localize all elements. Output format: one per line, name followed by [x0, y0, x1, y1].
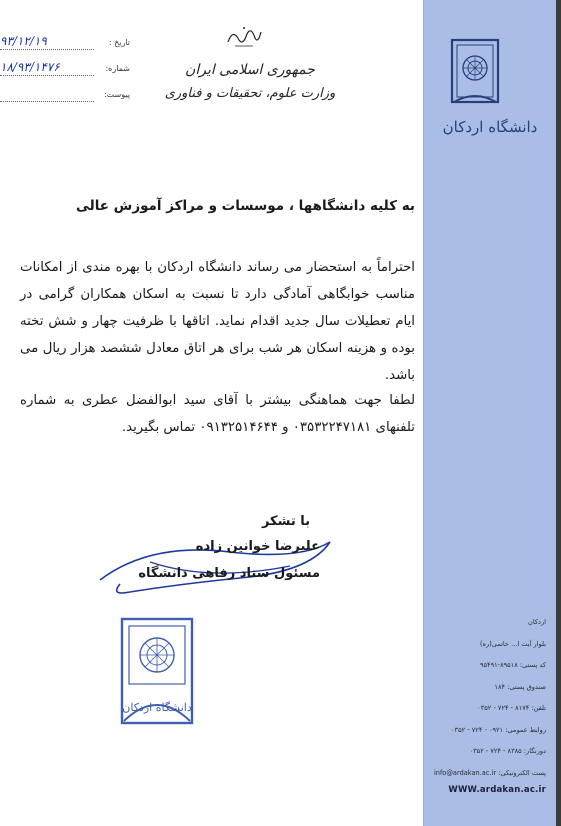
- address-line: صندوق پستی: ۱۸۴: [494, 682, 546, 691]
- stamp-text: دانشگاه اردکان: [122, 701, 192, 714]
- address-line: دورنگار: ۸۳۸۵ - ۷۲۴ - ۰۳۵۲: [469, 747, 546, 755]
- number-value: ۱۸/۹۳/۱۴۷۶: [0, 60, 60, 74]
- signer-title: مسئول ستاد رفاهی دانشگاه: [138, 566, 320, 581]
- contact-paragraph: لطفا جهت هماهنگی بیشتر با آقای سید ابوالفضل عطری به شماره تلفنهای ۰۳۵۳۲۲۴۷۱۸۱ و ۰۹۱۳۲۵۱۴۶۴۴ تماس بگیرید.: [20, 393, 415, 435]
- body-paragraph: احتراماً به استحضار می رساند دانشگاه اردکان با بهره مندی از امکانات مناسب خوابگاهی آمادگی دارد تا نسبت به اسکان همکاران گرامی در ایام تعطیلات سال جدید اقدام نماید. اتاقها با ظرفیت چهار و شش تخته بوده و هزینه اسکان هر شب برای هر اتاق معادل ششصد هزار ریال می باشد.: [20, 260, 415, 383]
- website-link[interactable]: WWW.ardakan.ac.ir: [448, 785, 546, 795]
- date-label: تاریخ :: [108, 38, 130, 47]
- address-line: روابط عمومی: ۰۹۲۱ - ۷۲۴ - ۰۳۵۲: [450, 725, 546, 734]
- handwritten-signature: [90, 522, 350, 602]
- attachment-field: [0, 90, 132, 106]
- address-line: بلوار آیت ا... خاتمی(ره): [479, 639, 546, 648]
- signer-name: علیرضا خوانین زاده: [195, 539, 320, 554]
- address-line: اردکان: [528, 618, 546, 626]
- number-field: [0, 60, 132, 80]
- university-stamp: [118, 615, 196, 730]
- closing-thanks: با تشکر: [261, 514, 310, 529]
- bismillah-emblem-icon: [225, 22, 263, 50]
- date-value: ۹۳/۱۲/۱۹: [0, 34, 47, 48]
- address-line: تلفن: ۸۱۷۴ - ۷۲۴ - ۰۳۵۲: [477, 704, 546, 712]
- university-logo-icon: [450, 38, 500, 108]
- number-label: شماره:: [105, 64, 130, 73]
- recipient-line: به کلیه دانشگاهها ، موسسات و مراکز آموزش عالی: [75, 198, 415, 214]
- date-field: [0, 34, 132, 54]
- address-block: [428, 612, 546, 784]
- address-line: کد پستی: ۸۹۵۱۸-۹۵۴۹۱: [479, 661, 546, 669]
- header-country: جمهوری اسلامی ایران: [185, 62, 315, 78]
- header-ministry: وزارت علوم، تحقیقات و فناوری: [164, 86, 336, 101]
- university-name: دانشگاه اردکان: [442, 118, 538, 136]
- address-line: پست الکترونیکی: info@ardakan.ac.ir: [433, 768, 546, 777]
- attachment-label: پیوست:: [103, 90, 130, 99]
- page-edge: [556, 0, 561, 826]
